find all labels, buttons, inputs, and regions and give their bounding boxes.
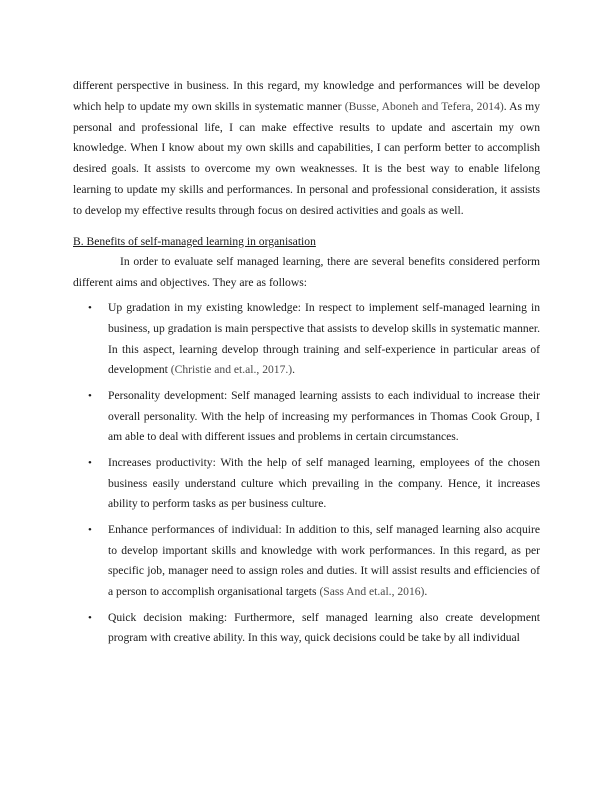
list-item-tail: . bbox=[424, 585, 428, 599]
section-lead-paragraph: In order to evaluate self managed learning, there are several benefits considered perform different aims and objectives. They are as follows: bbox=[73, 255, 540, 290]
intro-text-continued: . As my personal and professional life, I can make effective results to update and ascertain my own knowledge. When I know about my own skills and capabilities, I can perform better to accomplish desired goals. It assists to overcome my own weaknesses. It is the best way to enable lifelong learning to update my skills and performances. In personal and professional consideration, it assists to develop my effective results through focus on desired activities and goals as well. bbox=[73, 99, 540, 217]
list-item-text: Personality development: Self managed learning assists to each individual to increase their overall personality. With the help of increasing my performances in Thomas Cook Group, I am able to deal with different issues and problems in certain circumstances. bbox=[108, 388, 540, 444]
intro-paragraph bbox=[73, 76, 540, 222]
section-heading: B. Benefits of self-managed learning in organisation bbox=[73, 234, 316, 248]
list-item-text: Increases productivity: With the help of self managed learning, employees of the chosen business easily understand culture which prevailing in the company. Hence, it increases ability to perform tasks as per business culture. bbox=[108, 455, 540, 511]
intro-text: different perspective in business. In this regard, my knowledge and performances will be develop which help to update my own skills in systematic manner bbox=[73, 79, 540, 113]
bullet-icon: • bbox=[88, 456, 92, 469]
list-item-text: Quick decision making: Furthermore, self managed learning also create development program with creative ability. In this way, quick decisions could be take by all individual bbox=[108, 610, 540, 645]
list-item bbox=[73, 608, 540, 650]
list-item-text: Up gradation in my existing knowledge: In respect to implement self-managed learning in business, up gradation is main perspective that assists to develop skills in systematic manner. In this aspect, learning develop through training and self-experience in particular areas of development bbox=[108, 300, 540, 377]
list-item-citation: (Christie and et.al., 2017.) bbox=[170, 363, 293, 377]
list-item-text: Enhance performances of individual: In addition to this, self managed learning also acquire to develop important skills and knowledge with work performances. In this regard, as per specific job, manager need to assign roles and duties. It will assist results and efficiencies of a person to accomplish organisational targets bbox=[108, 522, 540, 599]
list-item bbox=[73, 298, 540, 381]
bullet-icon: • bbox=[88, 301, 92, 314]
list-item-tail: . bbox=[292, 363, 296, 377]
bullet-icon: • bbox=[88, 389, 92, 402]
bullet-icon: • bbox=[88, 523, 92, 536]
bullet-icon: • bbox=[88, 611, 92, 624]
page-content bbox=[73, 76, 540, 654]
list-item bbox=[73, 453, 540, 515]
list-item bbox=[73, 520, 540, 603]
intro-citation: (Busse, Aboneh and Tefera, 2014) bbox=[344, 99, 504, 113]
list-item-citation: (Sass And et.al., 2016) bbox=[319, 585, 425, 599]
benefits-list bbox=[73, 298, 540, 649]
list-item bbox=[73, 386, 540, 448]
